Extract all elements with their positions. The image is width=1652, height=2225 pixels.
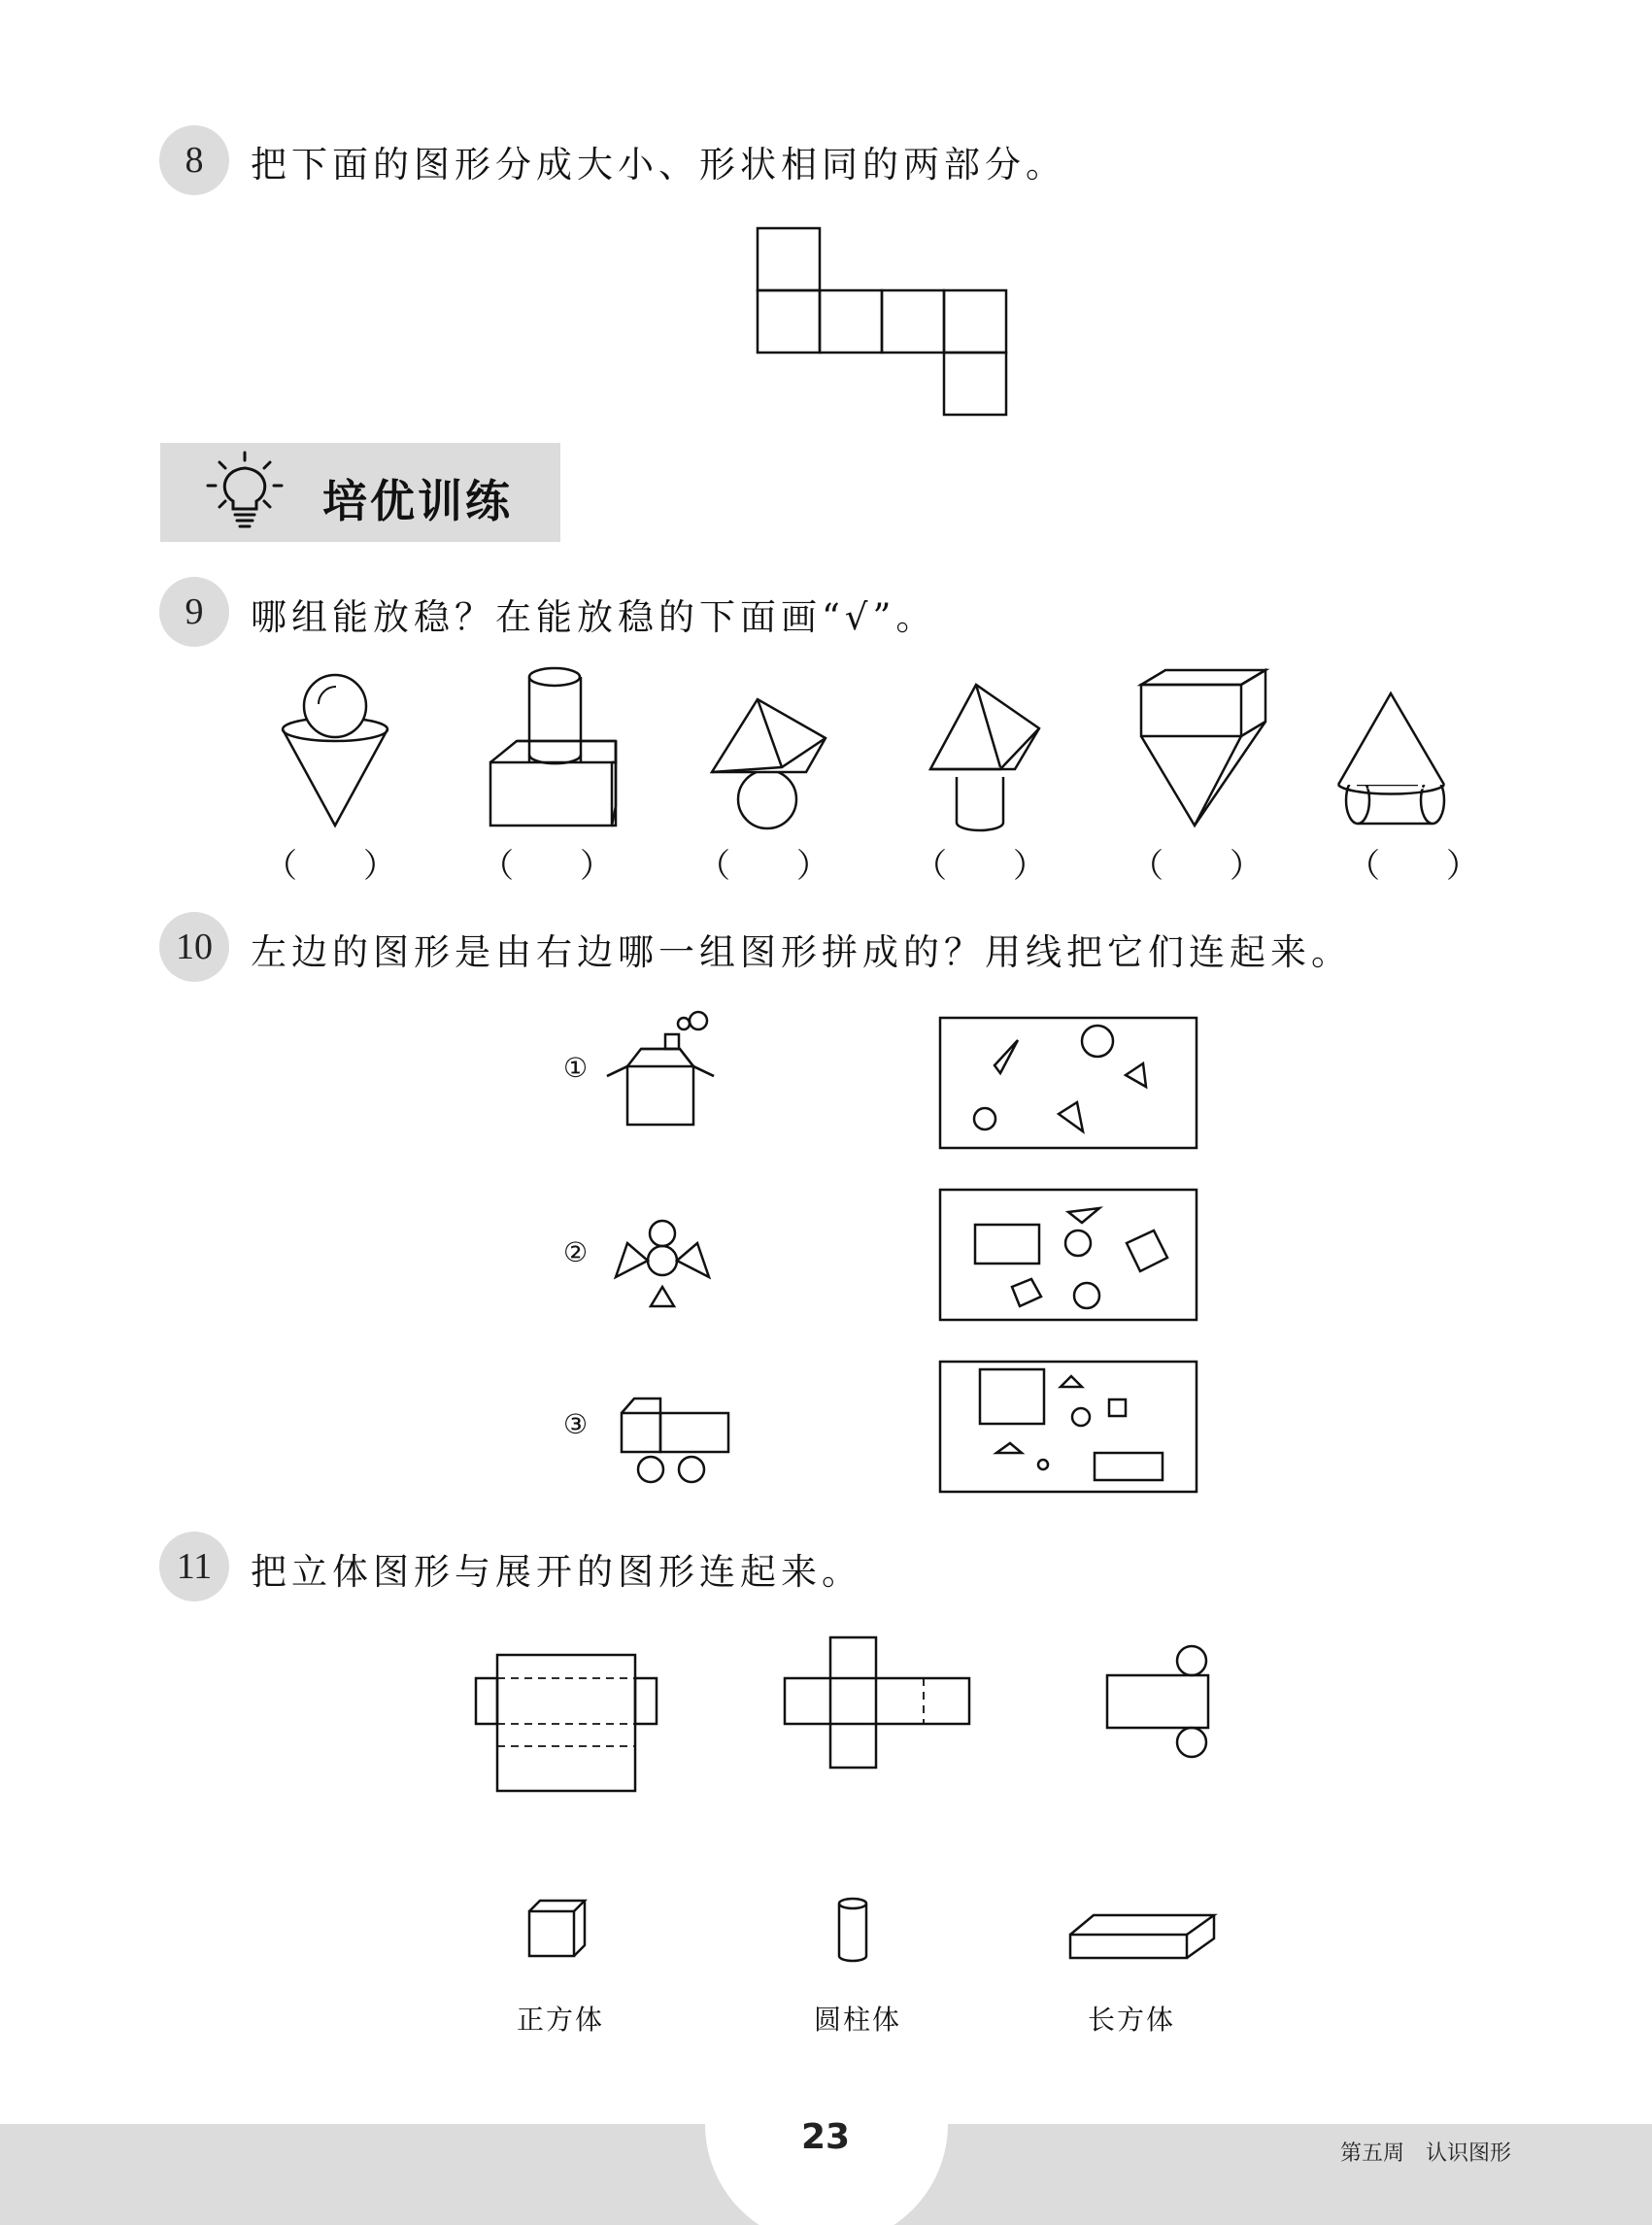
q9-answer-blank-5[interactable]: （ ） xyxy=(1130,847,1263,886)
question-11-text: 把立体图形与展开的图形连起来。 xyxy=(251,1551,862,1593)
q9-answer-blank-4[interactable]: （ ） xyxy=(914,847,1046,886)
cylinder-solid xyxy=(839,1899,866,1961)
q9-answer-blank-6[interactable]: （ ） xyxy=(1347,847,1479,886)
pyramid-on-sphere xyxy=(712,699,826,828)
house-figure xyxy=(607,1012,714,1125)
chapter-title: 第五周 认识图形 xyxy=(1340,2141,1512,2166)
question-9-number: 9 xyxy=(159,577,229,647)
question-10-text: 左边的图形是由右边哪一组图形拼成的？用线把它们连起来。 xyxy=(251,931,1352,973)
q10-item-2-marker: ② xyxy=(563,1236,589,1268)
cylinder-net xyxy=(1107,1646,1208,1757)
grid-square xyxy=(944,290,1006,353)
q10-figures xyxy=(602,1005,1233,1510)
section-title: 培优训练 xyxy=(322,475,513,527)
q11-solids xyxy=(515,1894,1224,1972)
question-10-number: 10 xyxy=(159,912,229,982)
q11-nets xyxy=(471,1641,1219,1797)
solid-label-cuboid: 长方体 xyxy=(1088,2004,1176,2036)
angel-figure xyxy=(616,1221,709,1306)
cube-solid xyxy=(529,1901,585,1956)
truck-figure xyxy=(622,1399,728,1482)
solid-label-cube: 正方体 xyxy=(517,2004,605,2036)
q9-answer-blank-1[interactable]: （ ） xyxy=(264,847,396,886)
cone-on-cylinder xyxy=(1331,665,1444,824)
question-8-text: 把下面的图形分成大小、形状相同的两部分。 xyxy=(251,144,1066,185)
q9-answer-blank-2[interactable]: （ ） xyxy=(481,847,613,886)
question-11-number: 11 xyxy=(159,1532,229,1601)
shape-set-box-1 xyxy=(940,1018,1197,1148)
lightbulb-icon xyxy=(206,451,284,534)
question-8-number: 8 xyxy=(159,125,229,195)
q8-grid-figure xyxy=(753,223,1009,418)
grid-square xyxy=(820,290,882,353)
question-9-text: 哪组能放稳？在能放稳的下面画“√”。 xyxy=(251,596,937,638)
pyramid-on-cylinder xyxy=(930,685,1039,830)
cylinder-on-box xyxy=(490,668,616,826)
grid-square xyxy=(882,290,944,353)
cuboid-net xyxy=(476,1655,657,1791)
grid-square xyxy=(944,353,1006,415)
q10-item-1-marker: ① xyxy=(563,1052,589,1084)
grid-square xyxy=(758,290,820,353)
q9-shapes xyxy=(262,665,1505,830)
cube-net xyxy=(785,1637,969,1768)
shape-set-box-3 xyxy=(940,1362,1197,1492)
q9-answer-blank-3[interactable]: （ ） xyxy=(697,847,829,886)
cuboid-on-pyramid xyxy=(1141,670,1265,826)
solid-label-cylinder: 圆柱体 xyxy=(814,2004,902,2036)
page-number: 23 xyxy=(800,2117,851,2157)
cuboid-solid xyxy=(1070,1915,1214,1958)
shape-set-box-2 xyxy=(940,1190,1197,1320)
q10-item-3-marker: ③ xyxy=(563,1408,589,1440)
sphere-on-cone xyxy=(283,675,388,826)
grid-square xyxy=(758,228,820,290)
